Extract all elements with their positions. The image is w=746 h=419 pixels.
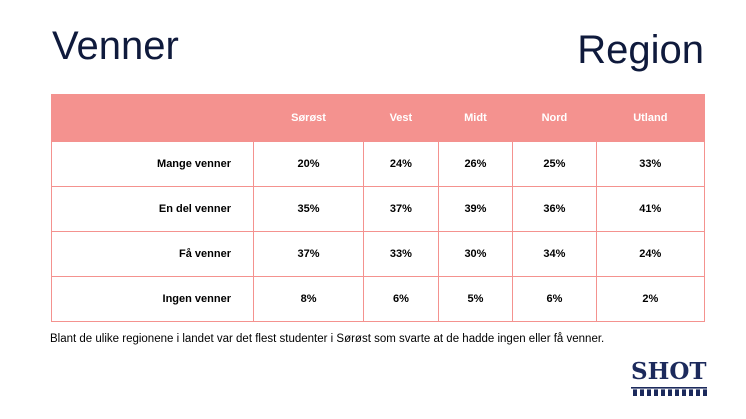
row-label: En del venner — [52, 187, 254, 232]
table-cell: 24% — [364, 142, 439, 187]
table-row — [52, 277, 705, 322]
table-cell: 36% — [513, 187, 596, 232]
row-label: Ingen venner — [52, 277, 254, 322]
table-cell: 37% — [254, 232, 364, 277]
table-cell: 35% — [254, 187, 364, 232]
table-header-cell: Nord — [513, 95, 596, 142]
table-cell: 39% — [438, 187, 513, 232]
table-cell: 41% — [596, 187, 704, 232]
table-header-cell: Sørøst — [254, 95, 364, 142]
footnote: Blant de ulike regionene i landet var det flest studenter i Sørøst som svarte at de hadde ingen eller få venner. — [50, 333, 605, 345]
table-cell: 37% — [364, 187, 439, 232]
table-row — [52, 232, 705, 277]
logo-columns-icon — [631, 387, 707, 396]
table-row — [52, 142, 705, 187]
shot-logo — [631, 358, 707, 396]
slide-title-left: Venner — [52, 24, 179, 68]
table-header-cell: Utland — [596, 95, 704, 142]
table-cell: 2% — [596, 277, 704, 322]
table-header-cell: Vest — [364, 95, 439, 142]
row-label: Få venner — [52, 232, 254, 277]
table-header-cell: Midt — [438, 95, 513, 142]
table-cell: 8% — [254, 277, 364, 322]
table-header-cell — [52, 95, 254, 142]
data-table — [51, 94, 705, 322]
table-cell: 33% — [364, 232, 439, 277]
table-cell: 34% — [513, 232, 596, 277]
table-cell: 6% — [513, 277, 596, 322]
table-cell: 20% — [254, 142, 364, 187]
table-cell: 5% — [438, 277, 513, 322]
table-cell: 33% — [596, 142, 704, 187]
logo-text: SHOT — [631, 358, 707, 385]
table-cell: 6% — [364, 277, 439, 322]
row-label: Mange venner — [52, 142, 254, 187]
table-cell: 25% — [513, 142, 596, 187]
slide-title-right: Region — [577, 28, 704, 72]
table-cell: 26% — [438, 142, 513, 187]
table-cell: 24% — [596, 232, 704, 277]
table-header-row — [52, 95, 705, 142]
table-cell: 30% — [438, 232, 513, 277]
table-row — [52, 187, 705, 232]
